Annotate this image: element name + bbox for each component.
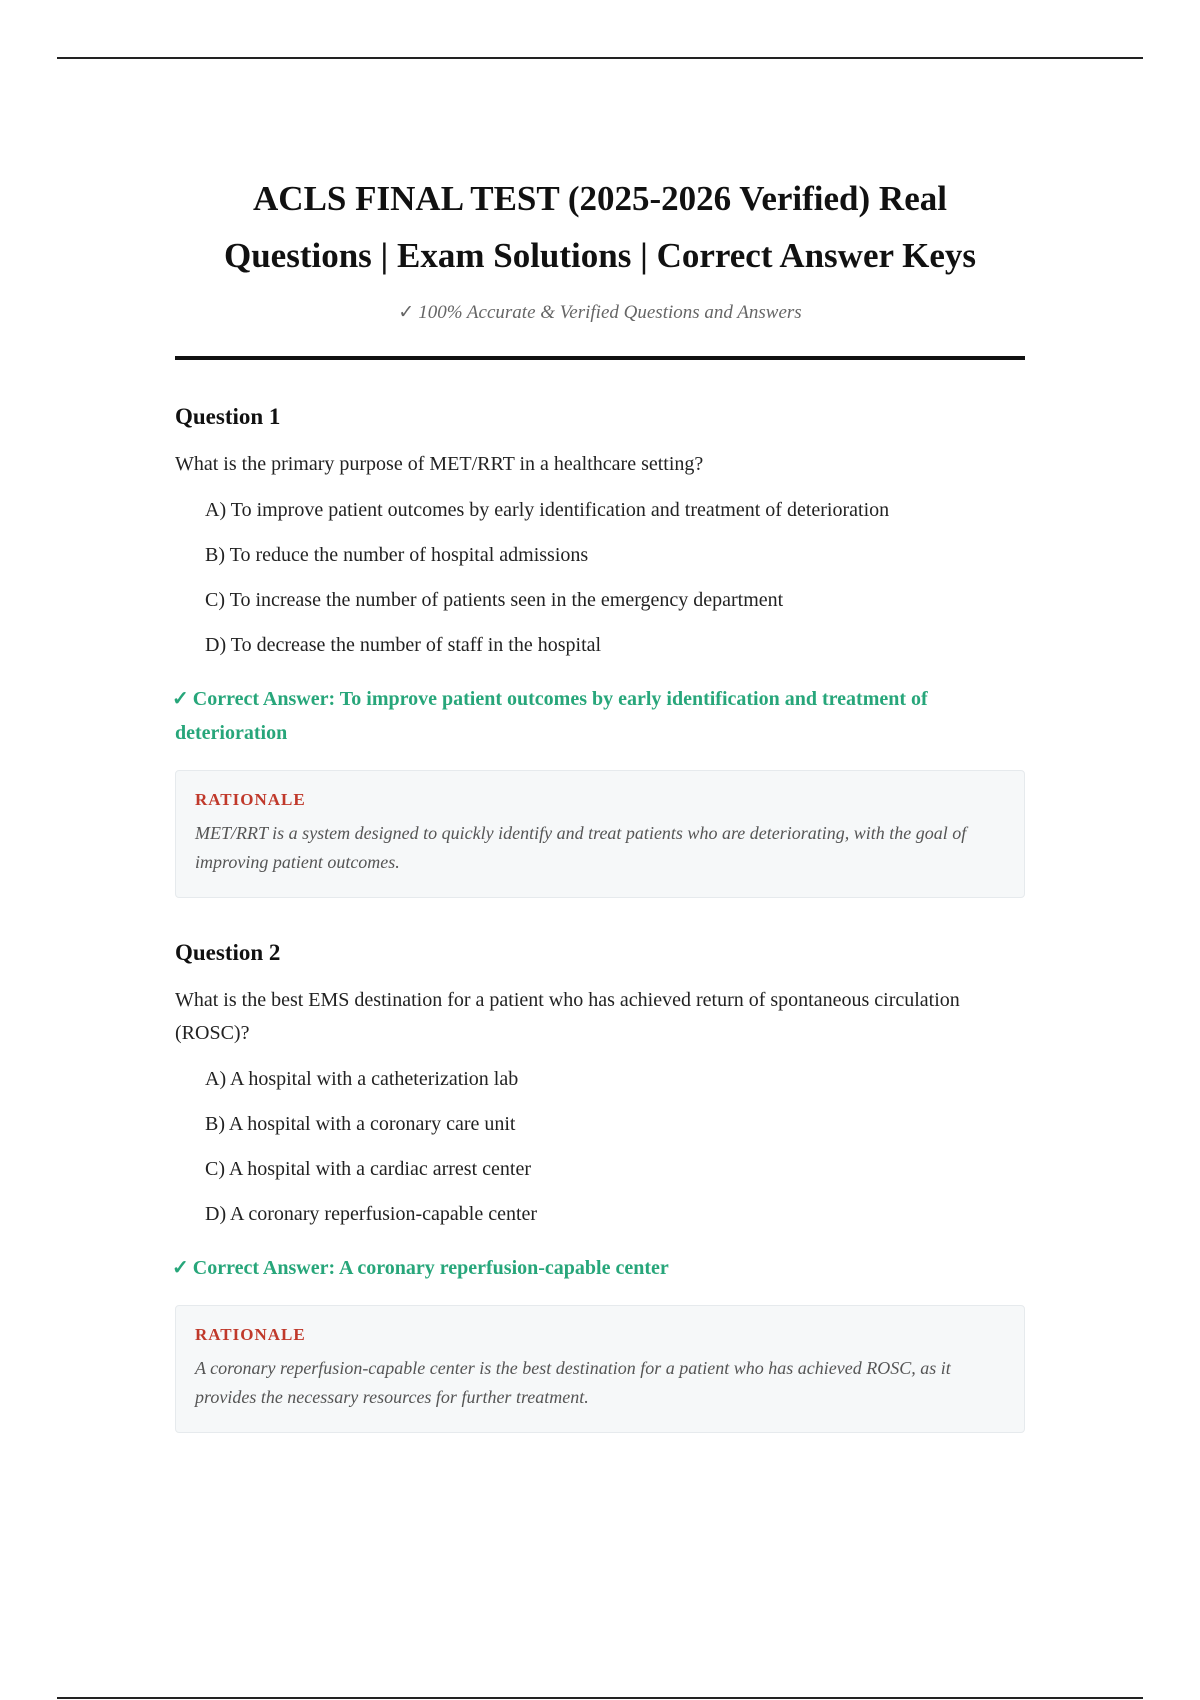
check-icon: ✓ — [398, 302, 415, 323]
question-1 — [172, 402, 1025, 898]
option-a: A) To improve patient outcomes by early identification and treatment of deterioration — [205, 499, 890, 521]
header-divider — [175, 356, 1025, 360]
rationale-label: RATIONALE — [195, 1325, 306, 1344]
question-heading: Question 2 — [175, 940, 281, 965]
check-icon: ✓ — [172, 1257, 189, 1279]
question-heading: Question 1 — [175, 404, 281, 429]
answer-options — [175, 1064, 1025, 1229]
document-subtitle — [175, 300, 1025, 326]
question-text: What is the primary purpose of MET/RRT in a healthcare setting? — [175, 453, 704, 475]
option-b: B) To reduce the number of hospital admissions — [205, 544, 589, 566]
option-d: D) To decrease the number of staff in the hospital — [205, 634, 602, 656]
page-bottom-rule — [57, 1697, 1143, 1699]
option-a: A) A hospital with a catheterization lab — [205, 1068, 519, 1090]
correct-answer — [172, 1251, 1025, 1285]
subtitle-text: 100% Accurate & Verified Questions and Answers — [418, 302, 802, 323]
option-b: B) A hospital with a coronary care unit — [205, 1113, 516, 1135]
option-d: D) A coronary reperfusion-capable center — [205, 1203, 538, 1225]
option-c: C) A hospital with a cardiac arrest center — [205, 1158, 531, 1180]
page-top-rule — [57, 57, 1143, 59]
question-text: What is the best EMS destination for a patient who has achieved return of spontaneous circulation (ROSC)? — [175, 989, 960, 1044]
document-content — [172, 170, 1025, 1433]
correct-answer-text: Correct Answer: To improve patient outcomes by early identification and treatment of deterioration — [175, 688, 928, 744]
correct-answer — [172, 682, 1025, 750]
correct-answer-text: Correct Answer: A coronary reperfusion-capable center — [192, 1257, 669, 1279]
question-2 — [172, 938, 1025, 1433]
check-icon: ✓ — [172, 688, 189, 710]
rationale-text: A coronary reperfusion-capable center is the best destination for a patient who has achieved ROSC, as it provides the necessary resources for further treatment. — [195, 1358, 951, 1407]
rationale-box — [175, 770, 1025, 898]
document-title: ACLS FINAL TEST (2025-2026 Verified) Real Questions | Exam Solutions | Correct Answer Keys — [223, 179, 977, 275]
answer-options — [175, 495, 1025, 660]
rationale-box — [175, 1305, 1025, 1433]
rationale-label: RATIONALE — [195, 790, 306, 809]
option-c: C) To increase the number of patients seen in the emergency department — [205, 589, 784, 611]
rationale-text: MET/RRT is a system designed to quickly identify and treat patients who are deteriorating, with the goal of improving patient outcomes. — [195, 823, 967, 872]
document-header — [175, 170, 1025, 360]
